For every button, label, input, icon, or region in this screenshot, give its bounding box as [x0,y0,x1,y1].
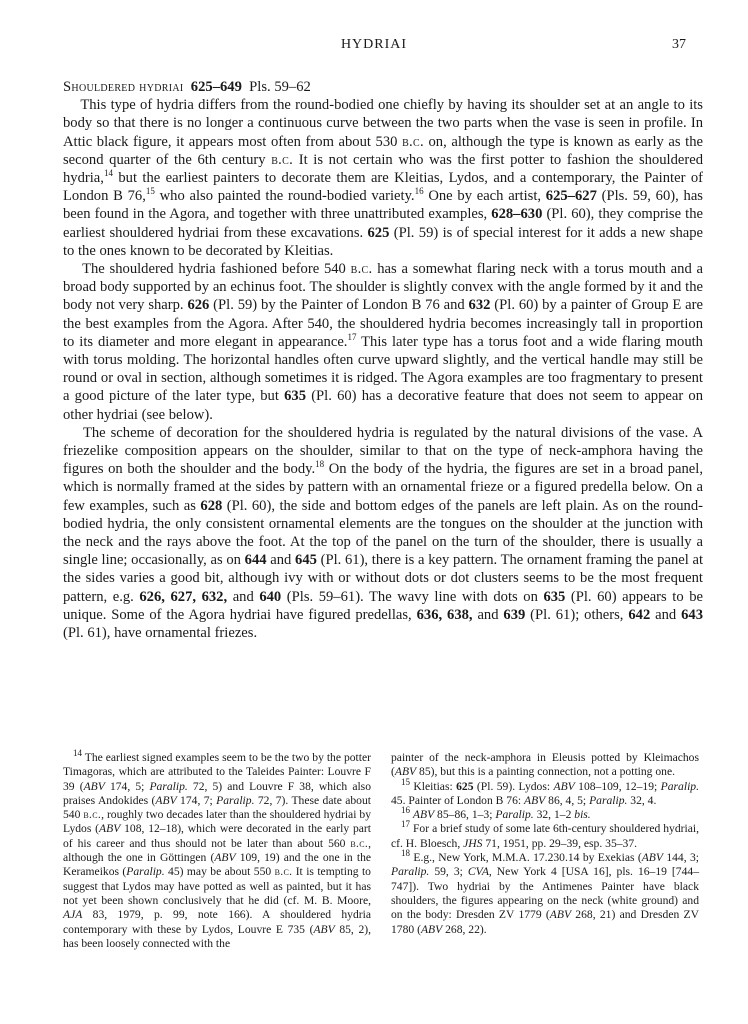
footnote-ref: 17 [347,331,357,342]
footnote-ref: 14 [103,168,113,179]
footnote-ref: 18 [315,459,325,470]
footnote-ref: 15 [145,186,155,197]
footnote-16: $^{16}$ ABV 85–86, 1–3; Paralip. 32, 1–2 bis. [401,805,591,822]
running-title: HYDRIAI [340,37,408,52]
paragraph-1: This type of hydria differs from the round-bodied one chiefly by having its shoulder set at an angle to its body so that there is no longer a continuous curve between the two parts when the vase is seen in profile. In Attic black figure, it appears most often from about 530 b.c. on, although the type is known as early as the second quarter of the 6th century b.c. It is not certain who was the first potter to fashion the shouldered hydria,$^{14}$ but the earliest painters to decorate them are Kleitias, Lydos, and a contemporary, the Painter of London B 76,15 who also painted the round-bodied variety.$^{16}$ One by each artist, 625–627 (Pls. 59, 60), has been found in the Agora, and together with three unattributed examples, 628–630 (Pl. 60), they comprise the earliest shouldered hydriai from these excavations. 625 (Pl. 59) is of special interest for it adds a new shape to the ones known to be decorated by Kleitias. [63,97,703,259]
footnote-14-continued: painter of the neck-amphora in Eleusis potted by Kleimachos (ABV 85), but this is a painting connection, not a potting one. [391,751,699,779]
section-heading [63,78,703,96]
footnote-14: $^{14}$ The earliest signed examples seem to be the two by the potter Timagoras, which are attributed to the Taleides Painter: Louvre F 39 (ABV 174, 5; Paralip. 72, 5) and Louvre F 38, which also praises Andokides (ABV 174, 7; Paralip. 72, 7). These date about 540 b.c., roughly two decades later than the shouldered hydriai by Lydos (ABV 108, 12–18), which were decorated in the early part of his career and thus should not be later than about 560 b.c., although the one in Göttingen (ABV 109, 19) and the one in the Kerameikos (Paralip. 45) may be about 550 b.c. It is tempting to suggest that Lydos may have potted as well as painted, but it has not yet been shown conclusively that he did (cf. M. B. Moore, AJA 83, 1979, p. 99, note 166). A shouldered hydria contemporary with these by Lydos, Louvre E 735 (ABV 85, 2), has been loosely connected with the [63,748,372,950]
footnote-17: $^{17}$ For a brief study of some late 6th-century shouldered hydriai, cf. H. Bloesch, JHS 71, 1951, pp. 29–39, esp. 35–37. [391,819,699,850]
footnote-ref: 16 [414,186,424,197]
section-range: 625–649 [190,79,242,95]
section-plates: Pls. 59–62 [249,79,311,95]
footnote-15: $^{15}$ Kleitias: 625 (Pl. 59). Lydos: ABV 108–109, 12–19; Paralip. 45. Painter of London B 76: ABV 86, 4, 5; Paralip. 32, 4. [391,776,699,807]
page-number: 37 [672,37,686,52]
section-title: Shouldered hydriai [63,79,184,95]
main-text [63,78,703,642]
paragraph-3: The scheme of decoration for the shouldered hydria is regulated by the natural divisions of the vase. A friezelike composition appears on the shoulder, similar to that on the type of neck-amphora having the figures on both the shoulder and the body.$^{18}$ On the body of the hydria, the figures are set in a broad panel, which is normally framed at the sides by pattern with an ornamental frieze or a figured predella below. On a few examples, such as 628 (Pl. 60), the side and bottom edges of the panels are left plain. As on the round-bodied hydria, the only consistent ornamental elements are the tongues on the shoulder at the junction with the neck and the rays above the foot. At the top of the panel on the turn of the shoulder, there is usually a single line; occasionally, as on 644 and 645 (Pl. 61), there is a key pattern. The ornament framing the panel at the sides varies a good bit, although ivy with or without dots or dot clusters seems to be the most frequent pattern, e.g. 626, 627, 632, and 640 (Pls. 59–61). The wavy line with dots on 635 (Pl. 60) appears to be unique. Some of the Agora hydriai have figured predellas, 636, 638, and 639 (Pl. 61); others, 642 and 643 (Pl. 61), have ornamental friezes. [63,424,703,642]
paragraph-2: The shouldered hydria fashioned before 540 b.c. has a somewhat flaring neck with a torus mouth and a broad body supported by an echinus foot. The shoulder is slightly convex with the angle formed by it and the body not very sharp. 626 (Pl. 59) by the Painter of London B 76 and 632 (Pl. 60) by a painter of Group E are the best examples from the Agora. After 540, the shouldered hydria becomes increasingly tall in proportion to its diameter and more elegant in appearance.$^{17}$ This later type has a torus foot and a wide flaring mouth with torus molding. The horizontal handles often curve upward slightly, and the vertical handle may still be round or oval in section, although sometimes it is ridged. The Agora examples are too fragmentary to present a good picture of the later type, but 635 (Pl. 60) has a decorative feature that does not seem to appear on other hydriai (see below). [63,261,704,423]
running-header [0,37,748,57]
footnotes-right-column [391,751,699,937]
footnotes-left-column [63,748,372,951]
footnote-18: $^{18}$ E.g., New York, M.M.A. 17.230.14 by Exekias (ABV 144, 3; Paralip. 59, 3; CVA, New York 4 [USA 16], pls. 16–19 [744–747]). Two hydriai by the Antimenes Painter have black shoulders, the figures appearing on the neck (white ground) and on the body: Dresden ZV 1779 (ABV 268, 21) and Dresden ZV 1780 (ABV 268, 22). [391,848,700,936]
